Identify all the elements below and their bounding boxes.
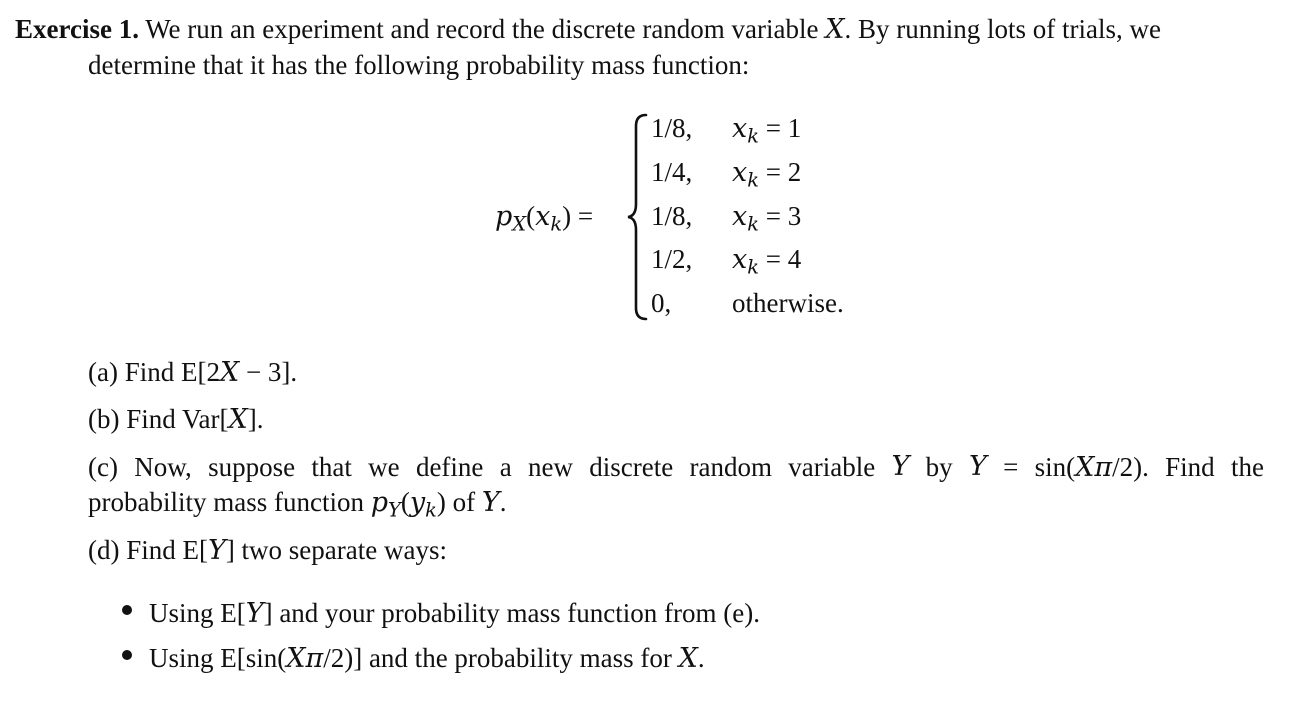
exercise-text-rest: . By running lots of trials, we <box>844 14 1161 44</box>
part-c-line-1 <box>88 451 1264 484</box>
pmf-y-open: ( <box>400 487 410 517</box>
word: random <box>689 452 772 482</box>
part-a-var: X <box>219 357 240 388</box>
pmf-case-value-2: 1/4, <box>651 157 693 187</box>
pmf-case-condition-otherwise: otherwise. <box>732 288 844 318</box>
pmf-arg-subscript: k <box>550 212 563 236</box>
case-rhs: = 2 <box>765 157 802 187</box>
bullet-var: Y <box>245 598 264 629</box>
part-b-prefix: (b) Find Var[ <box>88 404 229 434</box>
word: (c) <box>88 452 118 482</box>
bullet-var-2: X <box>678 643 698 674</box>
pmf-case-condition-3 <box>732 200 801 236</box>
case-var: x <box>732 201 748 232</box>
pmf-case-condition-1 <box>732 112 801 148</box>
pmf-p-subscript: X <box>512 212 527 236</box>
pmf-y-p-sub: Y <box>388 498 401 522</box>
word: suppose <box>208 452 296 482</box>
sine-expression: sin(Xπ/2). <box>1034 452 1149 483</box>
variable-y: Y <box>891 451 910 482</box>
word: variable <box>788 452 876 482</box>
part-a <box>88 356 297 389</box>
case-var-sub: k <box>747 212 760 236</box>
part-a-prefix: (a) Find E[2 <box>88 357 220 387</box>
part-b-suffix: ]. <box>247 404 264 434</box>
pmf-close-paren: ) <box>562 201 572 231</box>
bullet-icon <box>122 605 132 615</box>
bullet-prefix: Using E[ <box>149 598 246 628</box>
bullet-icon <box>122 650 132 660</box>
equals-sign: = <box>1003 452 1019 482</box>
pmf-case-value-4: 1/2, <box>651 244 693 274</box>
word: we <box>368 452 400 482</box>
case-rhs: = 3 <box>765 201 802 231</box>
part-a-suffix: − 3]. <box>239 357 298 387</box>
part-c-of: of <box>445 487 482 517</box>
case-var-sub: k <box>747 168 760 192</box>
word: the <box>1230 452 1264 482</box>
bullet-var: Xπ <box>286 643 324 674</box>
word: new <box>527 452 573 482</box>
case-rhs: = 4 <box>765 244 802 274</box>
pmf-case-value-1: 1/8, <box>651 113 693 143</box>
list-item <box>122 642 705 675</box>
pmf-case-condition-2 <box>732 156 801 192</box>
case-var: x <box>732 244 748 275</box>
pmf-case-value-5: 0, <box>651 288 672 318</box>
variable-y: Y <box>968 451 987 482</box>
variable-x: X <box>825 14 845 45</box>
exercise-label: Exercise 1. <box>15 14 139 44</box>
part-c-line-2 <box>88 486 506 522</box>
part-d-var: Y <box>207 535 226 566</box>
pmf-case-value-3: 1/8, <box>651 201 693 231</box>
part-b <box>88 403 263 436</box>
pmf-equals: = <box>577 201 594 231</box>
exercise-text: We run an experiment and record the discrete random variable <box>145 14 819 44</box>
pmf-p: p <box>495 201 513 232</box>
bullet-suffix: ] and your probability mass function from (e). <box>263 598 760 628</box>
pmf-y-close: ) <box>436 487 446 517</box>
word: Find <box>1165 452 1215 482</box>
part-c-end: . <box>499 487 507 517</box>
word: a <box>499 452 512 482</box>
bullet-mid: /2)] and the probability mass for <box>323 643 679 673</box>
part-b-var: X <box>228 404 248 435</box>
part-c-line2-prefix: probability mass function <box>88 487 371 517</box>
bullet-suffix: . <box>697 643 705 673</box>
case-var-sub: k <box>747 124 760 148</box>
word: discrete <box>589 452 674 482</box>
word: by <box>925 452 953 482</box>
part-d-suffix: ] two separate ways: <box>225 535 447 565</box>
exercise-statement-line-1 <box>15 13 1161 46</box>
pmf-y-p: p <box>370 487 389 518</box>
case-var: x <box>732 157 748 188</box>
pmf-y-arg-sub: k <box>425 498 437 522</box>
pmf-lhs <box>495 200 593 236</box>
case-var: x <box>732 113 748 144</box>
variable-y: Y <box>481 487 500 518</box>
pmf-y-arg: y <box>409 487 426 518</box>
bullet-prefix: Using E[sin( <box>149 643 287 673</box>
pmf-open-paren: ( <box>526 201 536 231</box>
part-d <box>88 534 447 567</box>
word: define <box>415 452 484 482</box>
list-item <box>122 597 760 630</box>
case-var-sub: k <box>747 255 760 279</box>
case-rhs: = 1 <box>765 113 802 143</box>
exercise-statement-line-2: determine that it has the following probability mass function: <box>88 50 750 80</box>
part-d-prefix: (d) Find E[ <box>88 535 208 565</box>
word: that <box>311 452 352 482</box>
pmf-case-condition-4 <box>732 243 801 279</box>
pmf-arg: x <box>535 201 551 232</box>
word: Now, <box>134 452 192 482</box>
left-brace-icon <box>626 112 648 322</box>
